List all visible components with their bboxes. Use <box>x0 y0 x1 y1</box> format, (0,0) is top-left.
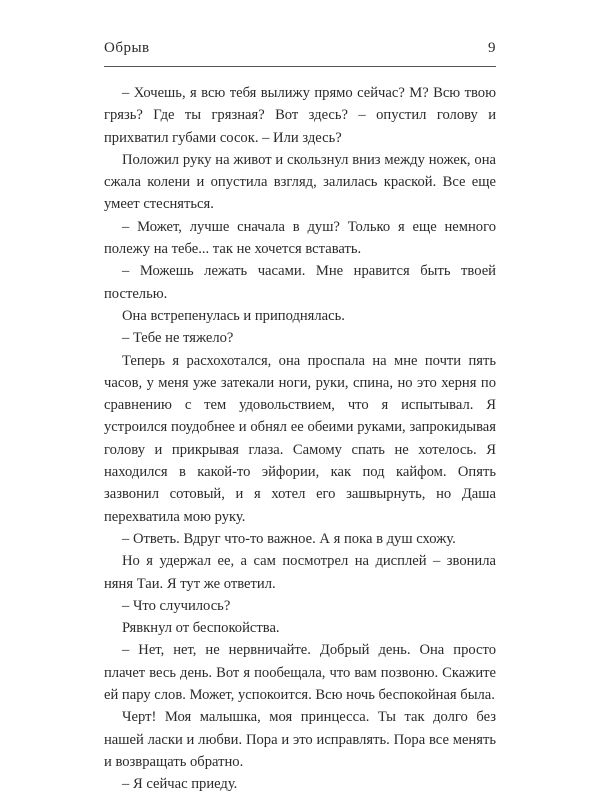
paragraph: – Я сейчас приеду. <box>122 776 238 793</box>
chapter-title: Обрыв <box>104 40 150 56</box>
paragraph: – Ответь. Вдруг что-то важное. А я пока в душ схожу. <box>122 530 456 547</box>
header-rule <box>104 66 496 67</box>
paragraph: Теперь я расхохотался, она проспала на мне почти пять часов, у меня уже затекали ноги, руки, спина, но это херня по сравнению с тем удовольствием, что я испытывал. Я устроился поудобнее и обнял ее обеими руками, запрокидывая голову и прикрывая глаза. Самому спать не хотелось. Я находился в какой-то эйфории, как под кайфом. Опять зазвонил сотовый, и я хотел его зашвырнуть, но Даша перехватила мою руку. <box>104 352 496 525</box>
paragraph: Черт! Моя малышка, моя принцесса. Ты так долго без нашей ласки и любви. Пора и это исправлять. Пора все менять и возвращать обратно. <box>104 709 496 770</box>
paragraph: Положил руку на живот и скользнул вниз между ножек, она сжала колени и опустила взгляд, залилась краской. Все еще умеет стесняться. <box>104 151 496 213</box>
paragraph: – Можешь лежать часами. Мне нравится быть твоей постелью. <box>104 263 496 302</box>
paragraph: Рявкнул от беспокойства. <box>122 620 280 637</box>
paragraph: – Нет, нет, не нервничайте. Добрый день. Она просто плачет весь день. Вот я пообещала, что вам позвоню. Скажите ей пару слов. Может, успокоится. Всю ночь беспокойная была. <box>104 642 496 704</box>
book-page <box>104 40 496 793</box>
page-number: 9 <box>488 40 496 56</box>
running-header <box>104 40 496 64</box>
paragraph: – Тебе не тяжело? <box>122 330 234 347</box>
paragraph: – Что случилось? <box>122 597 231 614</box>
paragraph: – Хочешь, я всю тебя вылижу прямо сейчас? М? Всю твою грязь? Где ты грязная? Вот здесь? – опустил голову и прихватил губами сосок. – Или здесь? <box>104 85 496 146</box>
body-text <box>104 82 496 796</box>
paragraph: – Может, лучше сначала в душ? Только я еще немного полежу на тебе... так не хочется вставать. <box>104 218 496 258</box>
paragraph: Но я удержал ее, а сам посмотрел на дисплей – звонила няня Таи. Я тут же ответил. <box>104 553 496 592</box>
paragraph: Она встрепенулась и приподнялась. <box>122 307 345 324</box>
